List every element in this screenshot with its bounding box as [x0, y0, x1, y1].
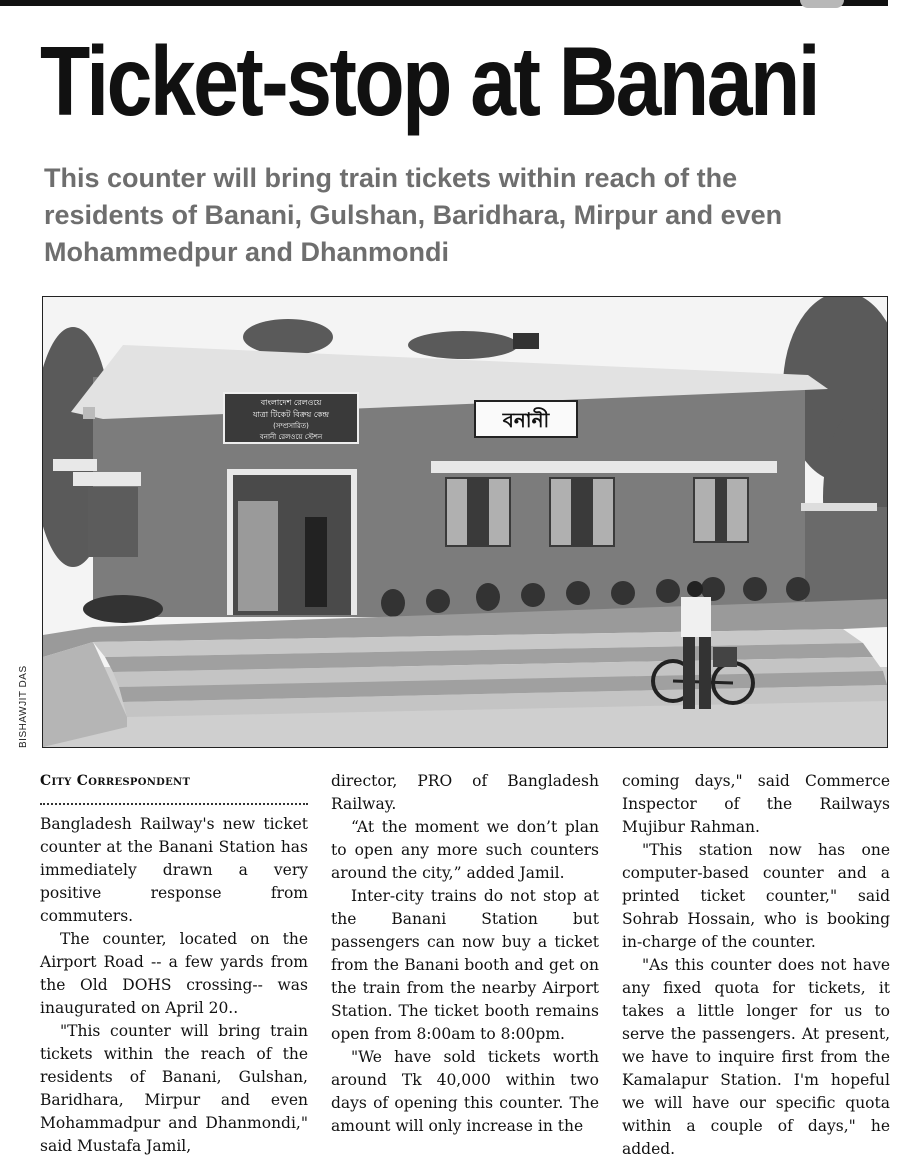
paragraph: "This counter will bring train tickets within the reach of the residents of Banani, Gulshan, Baridhara, Mirpur and even Mohammadpur and Dhanmondi," said Mustafa Jamil,: [40, 1022, 308, 1155]
paragraph: "As this counter does not have any fixed quota for tickets, it takes a little longer for us to serve the passengers. At present, we have to inquire first from the Kamalapur Station. I'm hopeful we will have our specific quota within a couple of days," he added.: [622, 956, 890, 1158]
station-photo: [42, 296, 888, 748]
article-column-3: [622, 770, 890, 1161]
paragraph: director, PRO of Bangladesh Railway.: [331, 772, 599, 813]
counter-sign-line-2: যাত্রা টিকেট বিক্রয় কেন্দ্র: [252, 410, 330, 419]
byline: City Correspondent: [40, 773, 191, 789]
byline-divider: [40, 795, 308, 805]
photo-credit: BISHAWJIT DAS: [18, 665, 29, 748]
windows: [445, 477, 749, 547]
counter-sign-line-3: (সম্প্রসারিত): [273, 422, 309, 430]
subheadline: This counter will bring train tickets within reach of the residents of Banani, Gulshan, Baridhara, Mirpur and even Mohammedpur and Dhanmondi: [44, 163, 783, 267]
paragraph: "This station now has one computer-based counter and a printed ticket counter," said Sohrab Hossain, who is booking in-charge of the counter.: [622, 841, 890, 951]
counter-sign-line-4: বনানী রেলওয়ে স্টেশন: [259, 433, 323, 441]
top-rule: [0, 0, 888, 6]
article-column-2: [331, 770, 599, 1138]
paragraph: “At the moment we don’t plan to open any more such counters around the city,” added Jamil.: [331, 818, 599, 882]
paragraph: "We have sold tickets worth around Tk 40,000 within two days of opening this counter. The amount will only increase in the: [331, 1048, 599, 1135]
paragraph: Bangladesh Railway's new ticket counter at the Banani Station has immediately drawn a very positive response from commuters.: [40, 815, 308, 925]
counter-sign-line-1: বাংলাদেশ রেলওয়ে: [260, 398, 322, 407]
headline: Ticket-stop at Banani: [40, 26, 819, 136]
paragraph: coming days," said Commerce Inspector of the Railways Mujibur Rahman.: [622, 772, 890, 836]
paragraph: The counter, located on the Airport Road -- a few yards from the Old DOHS crossing-- was inaugurated on April 20..: [40, 930, 308, 1017]
paragraph: Inter-city trains do not stop at the Banani Station but passengers can now buy a ticket from the Banani booth and get on the train from the nearby Airport Station. The ticket booth remains open from 8:00am to 8:00pm.: [331, 887, 599, 1043]
article-column-1: [40, 770, 308, 1158]
banani-sign-text: বনানী: [502, 408, 550, 432]
top-rule-ornament: [800, 0, 844, 8]
